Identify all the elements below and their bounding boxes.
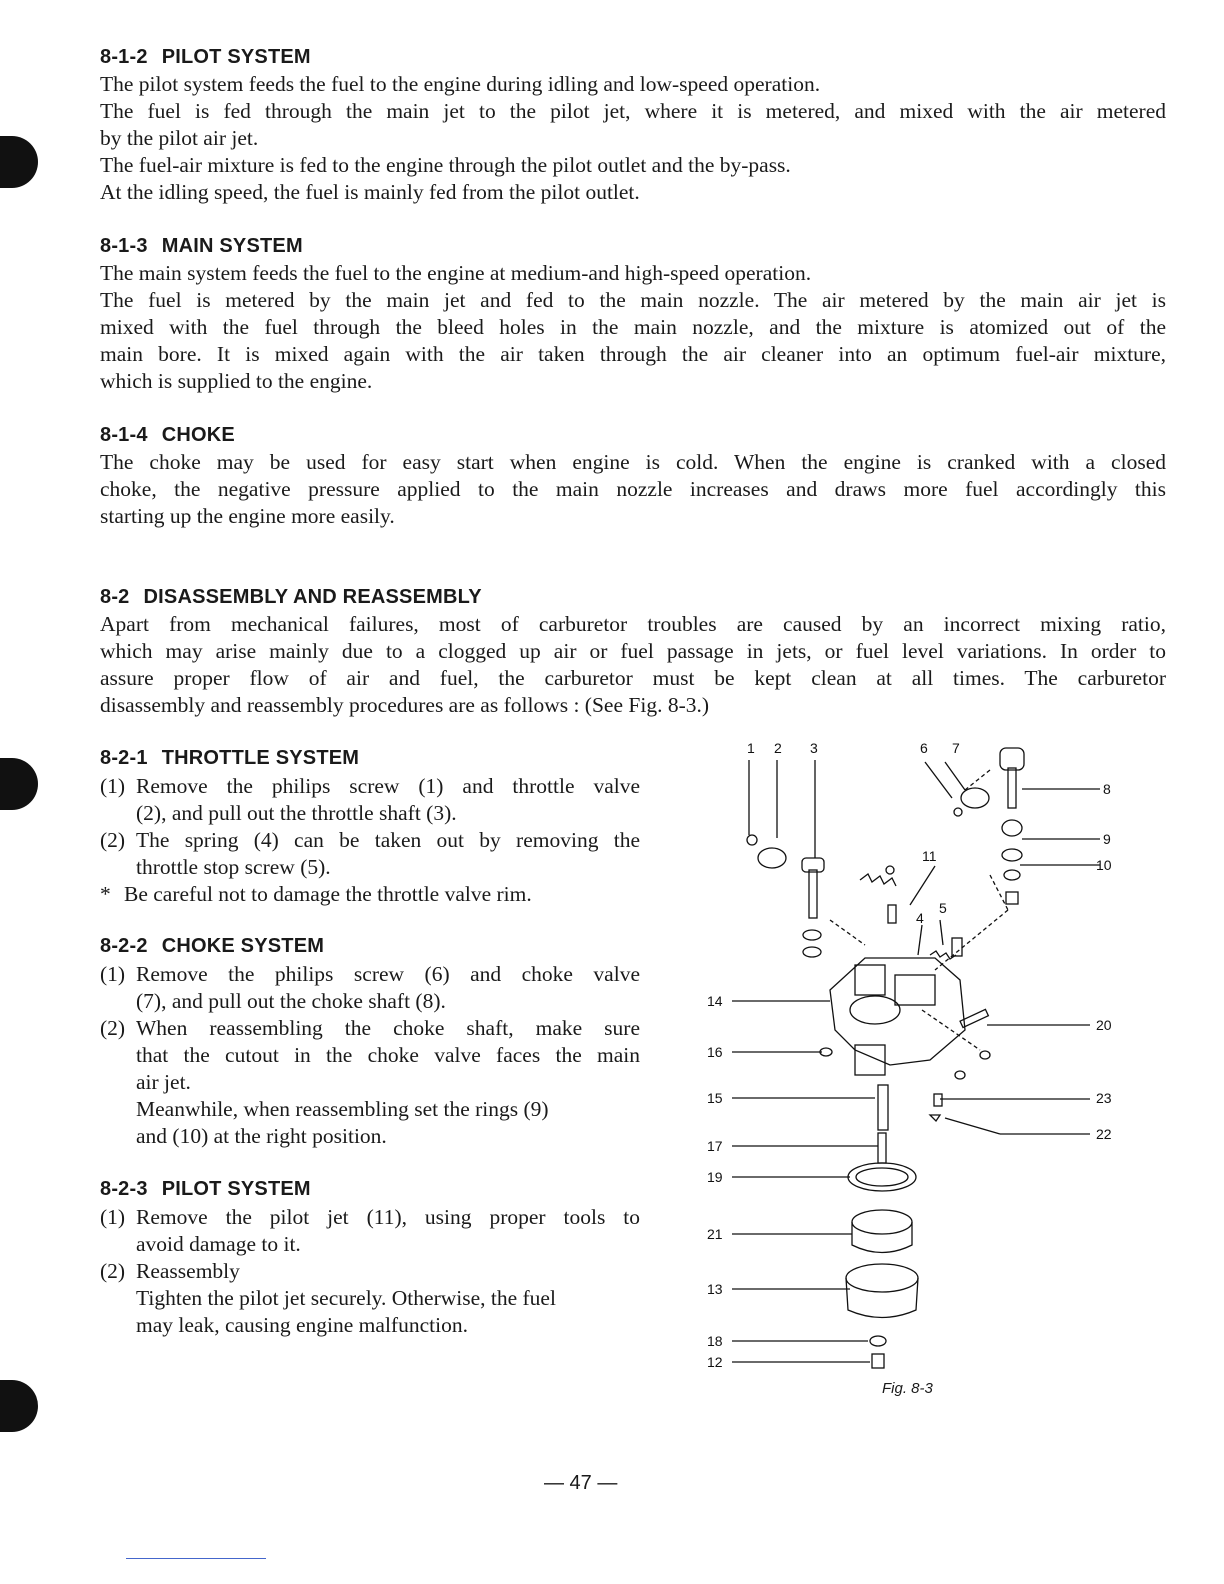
throttle-steps (100, 773, 640, 908)
callout-1: 1 (747, 740, 755, 756)
text-line: disassembly and reassembly procedures are as follows : (See Fig. 8-3.) (100, 693, 710, 717)
binder-hole (0, 758, 38, 810)
text-line: which is supplied to the engine. (100, 369, 373, 393)
section-heading-8-2-3: 8-2-3 PILOT SYSTEM (100, 1178, 311, 1200)
text-line: When reassembling the choke shaft, make sure (136, 1016, 640, 1040)
text-line: Reassembly (136, 1259, 240, 1283)
carburetor-drawing (690, 730, 1150, 1410)
text-line: (2), and pull out the throttle shaft (3). (136, 801, 457, 825)
callout-17: 17 (707, 1138, 723, 1154)
text-line: throttle stop screw (5). (136, 855, 331, 879)
binder-hole (0, 1380, 38, 1432)
text-line: main bore. It is mixed again with the air taken through the air cleaner into an optimum fuel-air mixture, (100, 342, 1166, 366)
step-item (100, 827, 640, 881)
paragraph-disassembly (100, 611, 1166, 719)
text-line: Remove the philips screw (1) and throttle valve (136, 774, 640, 798)
callout-4: 4 (916, 910, 924, 926)
choke-steps (100, 961, 640, 1150)
text-line: may leak, causing engine malfunction. (136, 1313, 468, 1337)
section-heading-8-1-3: 8-1-3 MAIN SYSTEM (100, 235, 303, 257)
step-marker: (1) (100, 1205, 126, 1229)
callout-13: 13 (707, 1281, 723, 1297)
pilot-steps (100, 1204, 640, 1339)
text-line: and (10) at the right position. (136, 1124, 387, 1148)
figure-caption: Fig. 8-3 (882, 1380, 933, 1397)
paragraph-main-system (100, 260, 1166, 395)
step-marker: (2) (100, 1016, 126, 1040)
text-line: Remove the philips screw (6) and choke valve (136, 962, 640, 986)
section-heading-8-2-1: 8-2-1 THROTTLE SYSTEM (100, 747, 360, 769)
text-line: air jet. (136, 1070, 191, 1094)
step-marker: (2) (100, 828, 126, 852)
section-heading-8-2: 8-2 DISASSEMBLY AND REASSEMBLY (100, 586, 482, 608)
callout-19: 19 (707, 1169, 723, 1185)
section-heading-8-1-4: 8-1-4 CHOKE (100, 424, 235, 446)
text-line: The choke may be used for easy start when engine is cold. When the engine is cranked with a closed (100, 450, 1166, 474)
text-line: The main system feeds the fuel to the engine at medium-and high-speed operation. (100, 261, 812, 285)
callout-5: 5 (939, 900, 947, 916)
callout-3: 3 (810, 740, 818, 756)
paragraph-choke (100, 449, 1166, 530)
callout-12: 12 (707, 1354, 723, 1370)
step-item (100, 1015, 640, 1150)
step-item (100, 773, 640, 827)
step-marker: (1) (100, 962, 126, 986)
callout-22: 22 (1096, 1126, 1112, 1142)
binder-hole (0, 136, 38, 188)
callout-20: 20 (1096, 1017, 1112, 1033)
text-line: The fuel is metered by the main jet and fed to the main nozzle. The air metered by the main air jet is (100, 288, 1166, 312)
text-line: assure proper flow of air and fuel, the carburetor must be kept clean at all times. The carburetor (100, 666, 1166, 690)
callout-16: 16 (707, 1044, 723, 1060)
text-line: Apart from mechanical failures, most of carburetor troubles are caused by an incorrect mixing ratio, (100, 612, 1166, 636)
page-number: — 47 — (544, 1472, 618, 1494)
callout-6: 6 (920, 740, 928, 756)
section-heading-8-1-2: 8-1-2 PILOT SYSTEM (100, 46, 311, 68)
text-line: Meanwhile, when reassembling set the rings (9) (136, 1097, 549, 1121)
step-item (100, 1204, 640, 1258)
text-line: The fuel is fed through the main jet to the pilot jet, where it is metered, and mixed with the air metered (100, 99, 1166, 123)
text-line: The spring (4) can be taken out by removing the (136, 828, 640, 852)
note-marker: * (100, 882, 111, 906)
callout-2: 2 (774, 740, 782, 756)
callout-18: 18 (707, 1333, 723, 1349)
callout-10: 10 (1096, 857, 1112, 873)
text-line: The pilot system feeds the fuel to the engine during idling and low-speed operation. (100, 72, 821, 96)
text-line: mixed with the fuel through the bleed holes in the main nozzle, and the mixture is atomized out of the (100, 315, 1166, 339)
text-line: choke, the negative pressure applied to the main nozzle increases and draws more fuel accordingly this (100, 477, 1166, 501)
divider (126, 1558, 266, 1559)
text-line: Remove the pilot jet (11), using proper tools to (136, 1205, 640, 1229)
note-text: Be careful not to damage the throttle valve rim. (124, 882, 532, 906)
callout-11: 11 (922, 848, 937, 864)
text-line: (7), and pull out the choke shaft (8). (136, 989, 446, 1013)
text-line: The fuel-air mixture is fed to the engine through the pilot outlet and the by-pass. (100, 153, 791, 177)
text-line: starting up the engine more easily. (100, 504, 395, 528)
step-marker: (1) (100, 774, 126, 798)
paragraph-pilot-system (100, 71, 1166, 206)
carburetor-exploded-diagram (690, 730, 1150, 1410)
step-item (100, 1258, 640, 1339)
note-item (100, 881, 640, 908)
step-item (100, 961, 640, 1015)
callout-14: 14 (707, 993, 723, 1009)
text-line: that the cutout in the choke valve faces the main (136, 1043, 640, 1067)
text-line: Tighten the pilot jet securely. Otherwise, the fuel (136, 1286, 556, 1310)
callout-23: 23 (1096, 1090, 1112, 1106)
callout-21: 21 (707, 1226, 723, 1242)
text-line: by the pilot air jet. (100, 126, 259, 150)
text-line: avoid damage to it. (136, 1232, 301, 1256)
text-line: At the idling speed, the fuel is mainly fed from the pilot outlet. (100, 180, 640, 204)
callout-9: 9 (1103, 831, 1111, 847)
callout-8: 8 (1103, 781, 1111, 797)
step-marker: (2) (100, 1259, 126, 1283)
text-line: which may arise mainly due to a clogged up air or fuel passage in jets, or fuel level variations. In order to (100, 639, 1166, 663)
callout-15: 15 (707, 1090, 723, 1106)
callout-7: 7 (952, 740, 960, 756)
section-heading-8-2-2: 8-2-2 CHOKE SYSTEM (100, 935, 325, 957)
